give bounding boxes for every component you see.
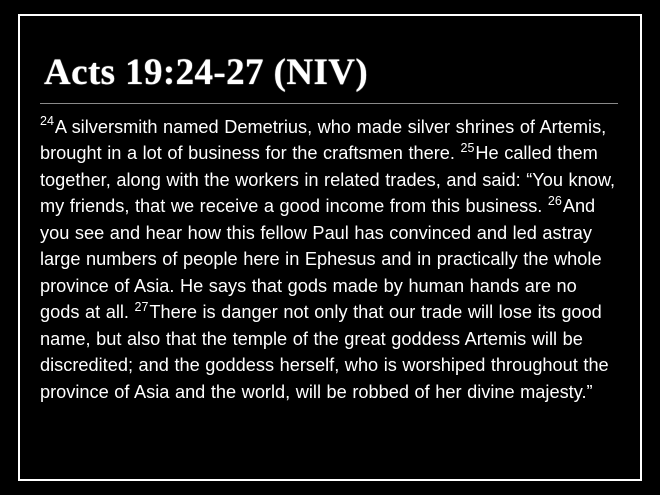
verse-text: He called them together, along with the workers in related trades, and said: “You know, my friends, that we receive a good income from this business. — [40, 143, 616, 217]
verse-number: 27 — [134, 299, 149, 314]
verse-text: There is danger not only that our trade will lose its good name, but also that the temple of the great goddess Artemis will be discredited; and the goddess herself, who is worshiped throughout the province of Asia and the world, will be robbed of her divine majesty.” — [40, 302, 609, 402]
verse-text: And you see and hear how this fellow Paul has convinced and led astray large numbers of people here in Ephesus and in practically the whole province of Asia. He says that gods made by human hands are no gods at all. — [40, 196, 602, 323]
verse-number: 25 — [460, 140, 475, 155]
scripture-body — [38, 114, 626, 406]
page-title: Acts 19:24-27 (NIV) — [44, 52, 369, 93]
slide-content — [38, 52, 626, 452]
verse-number: 26 — [547, 193, 562, 208]
title-divider — [40, 103, 618, 104]
verse-number: 24 — [40, 114, 54, 129]
verse-text: A silversmith named Demetrius, who made silver shrines of Artemis, brought in a lot of business for the craftsmen there. — [40, 116, 607, 164]
